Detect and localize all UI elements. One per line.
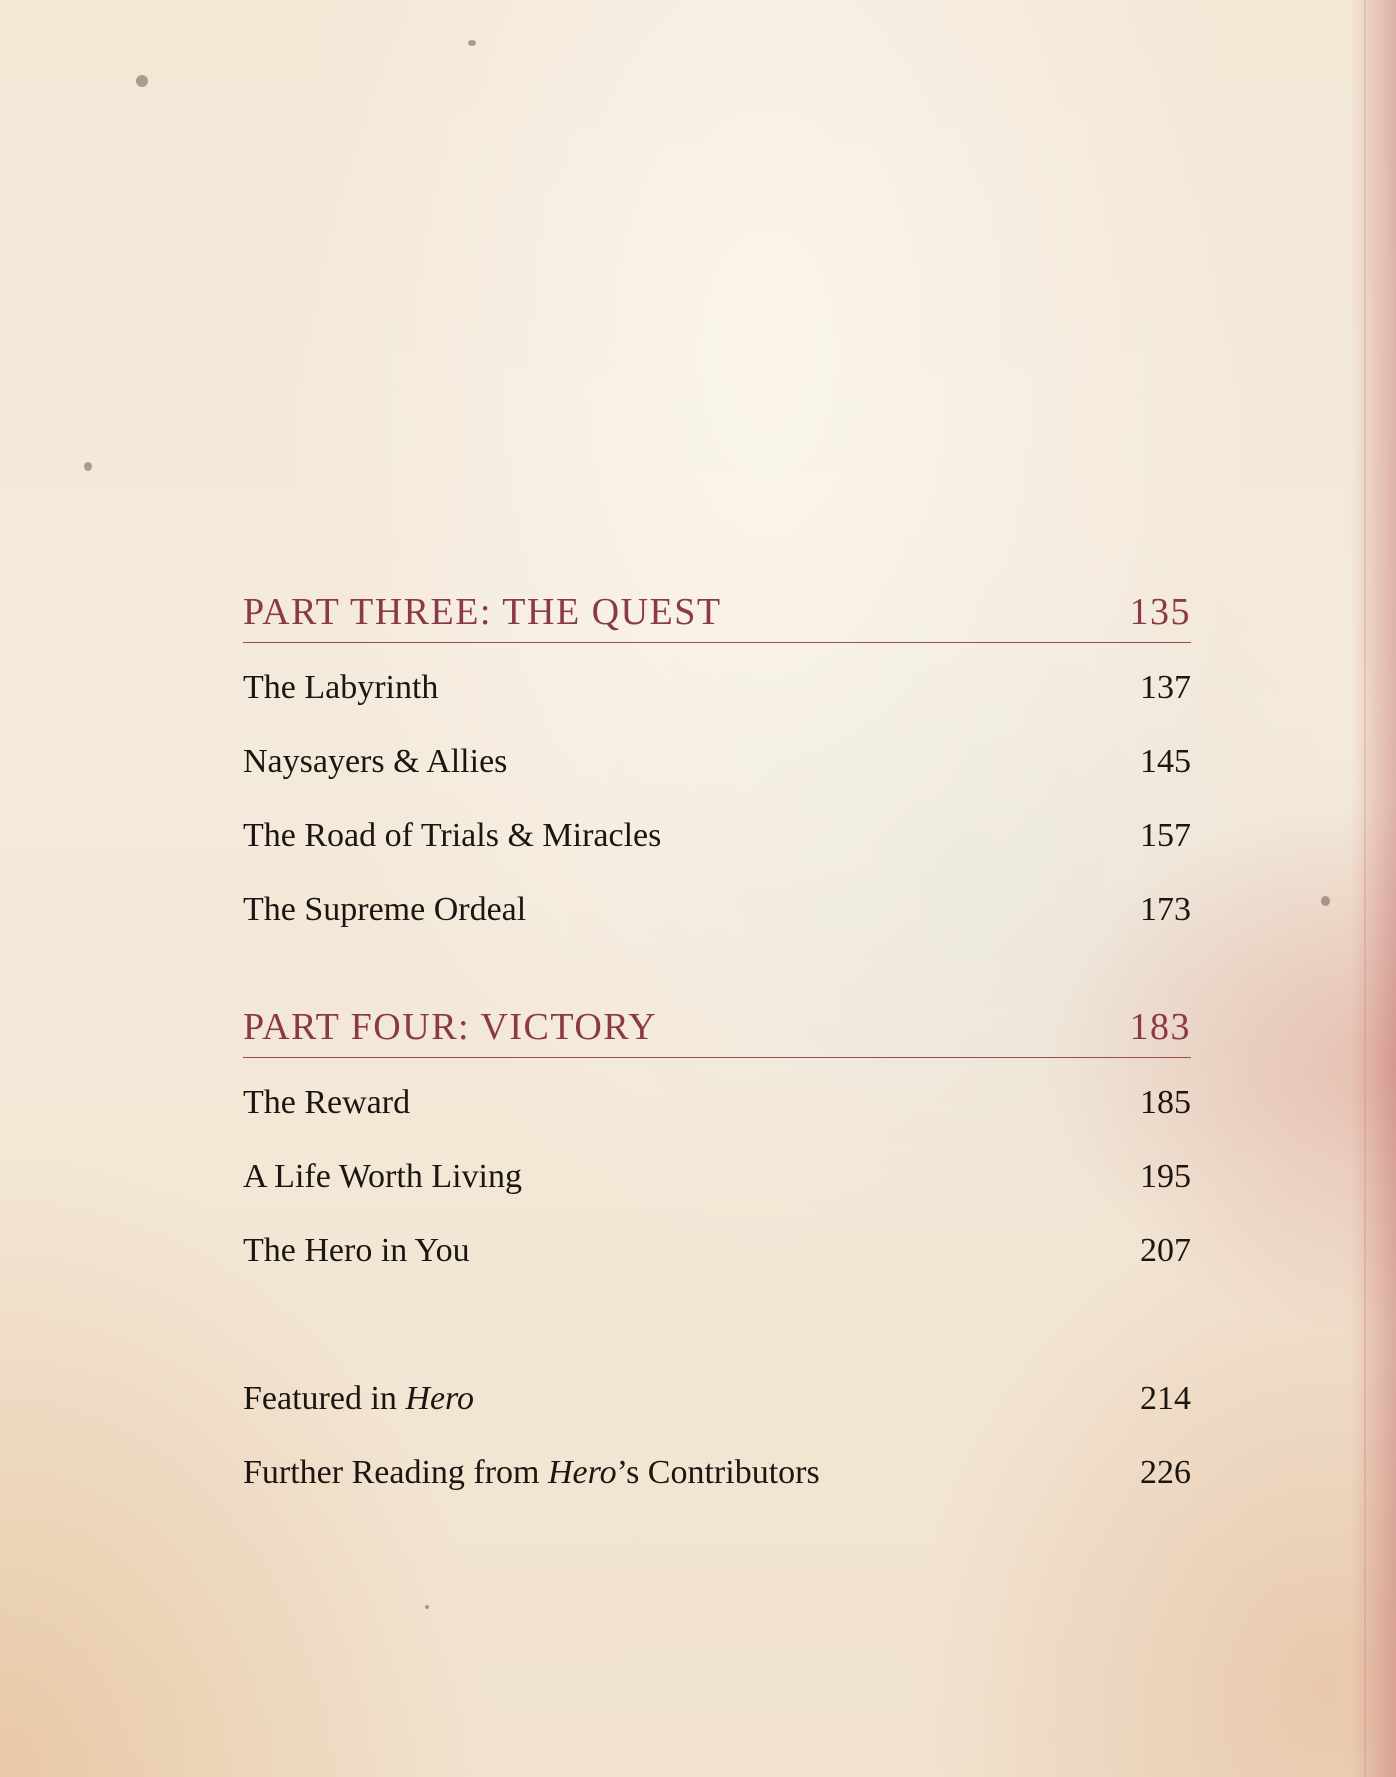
section-spacer — [243, 1288, 1191, 1362]
title-text: Further Reading from — [243, 1454, 548, 1491]
title-italic-text: Hero — [405, 1380, 475, 1417]
paper-speck — [425, 1605, 429, 1609]
entry-page-number: 185 — [1140, 1084, 1191, 1121]
paper-speck — [136, 75, 148, 87]
entry-page-number: 173 — [1140, 891, 1191, 928]
entry-title: The Labyrinth — [243, 669, 439, 706]
entry-title: The Road of Trials & Miracles — [243, 817, 662, 854]
toc-entry — [243, 651, 1191, 725]
part-header — [243, 1005, 1191, 1058]
part-page-number: 135 — [1129, 591, 1191, 633]
toc-entry-featured — [243, 1362, 1191, 1436]
toc-entry — [243, 1214, 1191, 1288]
entry-page-number: 207 — [1140, 1232, 1191, 1269]
part-header — [243, 590, 1191, 643]
paper-speck — [1321, 896, 1330, 906]
entry-title: The Reward — [243, 1084, 411, 1121]
toc-entry — [243, 725, 1191, 799]
entry-page-number: 226 — [1140, 1454, 1191, 1491]
entry-title: The Hero in You — [243, 1232, 470, 1269]
entry-page-number: 214 — [1140, 1380, 1191, 1417]
toc-entry — [243, 873, 1191, 947]
title-italic-text: Hero — [548, 1454, 617, 1491]
part-page-number: 183 — [1129, 1006, 1191, 1048]
entry-title: Naysayers & Allies — [243, 743, 508, 780]
section-spacer — [243, 947, 1191, 1005]
entry-title — [243, 1362, 474, 1436]
toc-entry — [243, 1066, 1191, 1140]
toc-entry — [243, 1140, 1191, 1214]
entry-title — [243, 1436, 820, 1510]
entry-title: The Supreme Ordeal — [243, 891, 527, 928]
entry-title: A Life Worth Living — [243, 1158, 522, 1195]
page-fold-line — [1364, 0, 1366, 1777]
title-text: ’s Contributors — [616, 1454, 820, 1491]
toc-entry — [243, 799, 1191, 873]
entry-page-number: 137 — [1140, 669, 1191, 706]
table-of-contents — [243, 590, 1191, 1510]
entry-page-number: 195 — [1140, 1158, 1191, 1195]
paper-speck — [84, 462, 92, 471]
title-text: Featured in — [243, 1380, 406, 1417]
part-title: PART THREE: THE QUEST — [243, 591, 722, 633]
entry-page-number: 145 — [1140, 743, 1191, 780]
page-edge-stain — [1350, 0, 1396, 1777]
part-title: PART FOUR: VICTORY — [243, 1006, 658, 1048]
toc-entry-further-reading — [243, 1436, 1191, 1510]
paper-speck — [468, 40, 476, 46]
entry-page-number: 157 — [1140, 817, 1191, 854]
